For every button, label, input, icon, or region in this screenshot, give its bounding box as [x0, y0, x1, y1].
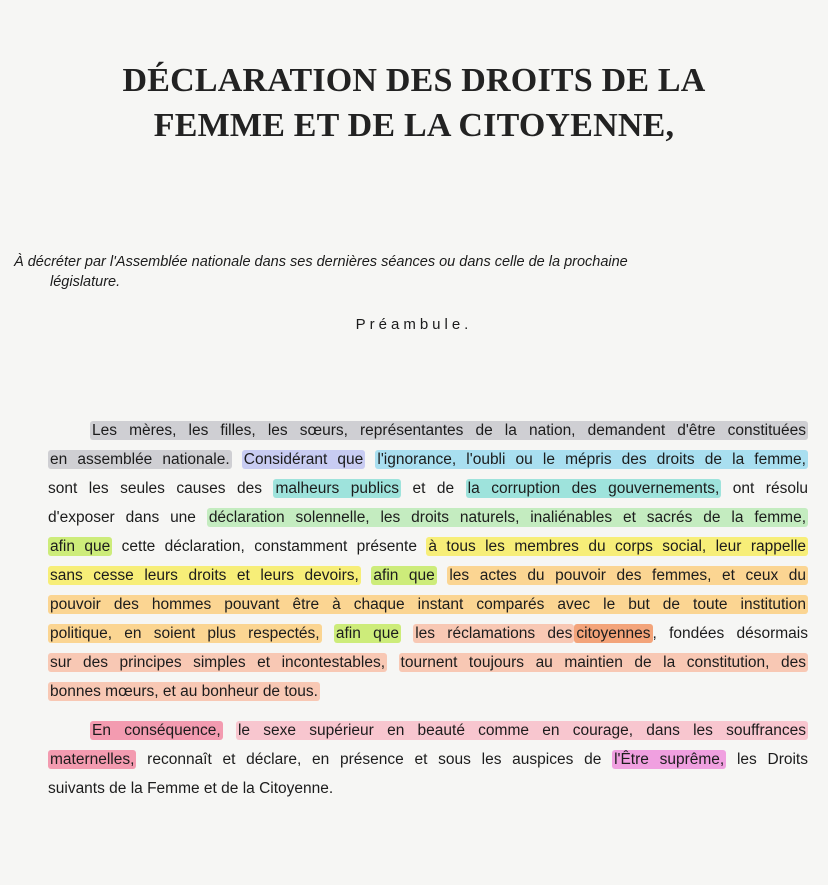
- highlight-deep-pink: maternelles,: [50, 751, 135, 768]
- intro-note: [14, 252, 804, 292]
- highlight-orange: pouvoir des hommes pouvant être à chaque instant comparés avec le but de toute institution: [50, 596, 806, 613]
- preamble-paragraph-1: [48, 416, 808, 706]
- plain-text: , fondées désormais: [652, 625, 808, 642]
- highlight-deep-pink: En conséquence,: [92, 722, 221, 739]
- paragraph-line: [48, 619, 808, 648]
- title-line-1: DÉCLARATION DES DROITS DE LA: [122, 62, 706, 99]
- paragraph-line: [48, 532, 808, 561]
- plain-text: d'exposer dans une: [48, 509, 196, 526]
- highlight-magenta: l'Être suprême,: [614, 751, 725, 768]
- highlight-gray: Les mères, les filles, les sœurs, représentantes de la nation, demandent d'être constituées: [92, 422, 806, 439]
- highlight-salmon: les réclamations des: [415, 625, 573, 642]
- plain-text: ont résolu: [732, 480, 809, 497]
- highlight-orange: politique, en soient plus respectés,: [50, 625, 320, 642]
- highlight-pink: le sexe supérieur en beauté comme en courage, dans les souffrances: [237, 722, 806, 739]
- paragraph-line: [48, 745, 808, 774]
- highlight-salmon: tournent toujours au maintien de la constitution, des: [400, 654, 806, 671]
- paragraph-line: [48, 561, 808, 590]
- highlight-lime: afin que: [373, 567, 435, 584]
- plain-text: reconnaît et déclare, en présence et sous les auspices de: [147, 751, 602, 768]
- paragraph-line: [48, 503, 808, 532]
- highlight-orange: les actes du pouvoir des femmes, et ceux du: [449, 567, 807, 584]
- highlight-lime: afin que: [50, 538, 111, 555]
- plain-text: les Droits: [736, 751, 808, 768]
- paragraph-line: [48, 677, 808, 706]
- preamble-paragraph-2: [48, 716, 808, 803]
- paragraph-line: suivants de la Femme et de la Citoyenne.: [48, 780, 334, 797]
- highlight-cyan: malheurs publics: [275, 480, 399, 497]
- paragraph-line: [48, 416, 808, 445]
- highlight-red: citoyennes: [576, 625, 651, 642]
- paragraph-line: [48, 474, 808, 503]
- highlight-lime: afin que: [335, 625, 399, 642]
- document-title: [0, 58, 828, 148]
- highlight-salmon: sur des principes simples et incontestables,: [50, 654, 385, 671]
- paragraph-line: [48, 716, 808, 745]
- plain-text: sont les seules causes des: [48, 480, 262, 497]
- plain-text: et de: [412, 480, 455, 497]
- intro-line-2: législature.: [50, 274, 121, 290]
- title-line-2: FEMME ET DE LA CITOYENNE,: [153, 107, 675, 144]
- plain-text: cette déclaration, constamment présente: [121, 538, 417, 555]
- highlight-cyan: la corruption des gouvernements,: [467, 480, 720, 497]
- preamble-heading: Préambule.: [355, 316, 473, 333]
- highlight-gray: en assemblée nationale.: [50, 451, 230, 468]
- paragraph-line: [48, 445, 808, 474]
- highlight-yellow: à tous les membres du corps social, leur rappelle: [428, 538, 807, 555]
- highlight-yellow: sans cesse leurs droits et leurs devoirs,: [50, 567, 359, 584]
- highlight-lavender: Considérant que: [243, 451, 364, 468]
- highlight-salmon: bonnes mœurs, et au bonheur de tous.: [50, 683, 318, 700]
- paragraph-line: [48, 648, 808, 677]
- intro-line-1: À décréter par l'Assemblée nationale dans ses dernières séances ou dans celle de la prochaine: [14, 254, 628, 270]
- paragraph-line: [48, 590, 808, 619]
- highlight-green: déclaration solennelle, les droits naturels, inaliénables et sacrés de la femme,: [208, 509, 806, 526]
- highlight-blue: l'ignorance, l'oubli ou le mépris des droits de la femme,: [377, 451, 806, 468]
